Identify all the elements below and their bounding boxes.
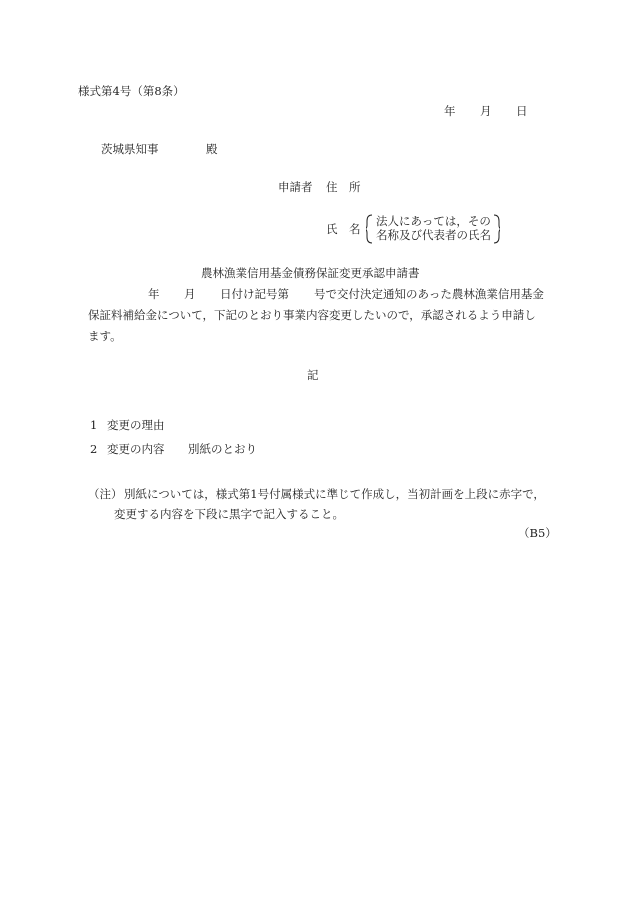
item-1-number: 1 (90, 418, 98, 432)
body-reference: 日付け記号第 (220, 287, 289, 301)
name-note-line2: 名称及び代表者の氏名 (376, 228, 491, 242)
note-line2: 変更する内容を下段に黒字で記入すること。 (114, 507, 344, 521)
item-2-extra: 別紙のとおり (188, 442, 257, 456)
note-line1: 別紙については，様式第1号付属様式に準じて作成し，当初計画を上段に赤字で， (124, 487, 545, 501)
ki-heading: 記 (307, 368, 319, 382)
addressee-honorific: 殿 (206, 142, 218, 156)
note-label: （注） (88, 487, 123, 501)
item-2-number: 2 (90, 442, 98, 456)
name-label: 氏 名 (326, 222, 361, 236)
address-label: 住 所 (326, 180, 361, 194)
body-line3: ます。 (88, 329, 122, 343)
name-note-bracket (366, 214, 500, 244)
body-month: 月 (184, 287, 196, 301)
date-year: 年 (444, 104, 456, 118)
form-number: 様式第4号（第8条） (78, 84, 185, 98)
name-note-line1: 法人にあっては，その (376, 214, 491, 228)
item-1-text: 変更の理由 (107, 418, 165, 432)
paper-size: （B5） (518, 526, 557, 540)
body-year: 年 (148, 287, 160, 301)
applicant-label: 申請者 (278, 180, 313, 194)
date-month: 月 (480, 104, 492, 118)
item-2-text: 変更の内容 (107, 442, 165, 456)
date-day: 日 (516, 104, 528, 118)
body-text: 号で交付決定通知のあった農林漁業信用基金 (314, 287, 544, 301)
document-title: 農林漁業信用基金債務保証変更承認申請書 (201, 266, 420, 280)
body-line2: 保証料補給金について，下記のとおり事業内容変更したいので，承認されるよう申請し (88, 308, 536, 322)
addressee-name: 茨城県知事 (101, 142, 159, 156)
